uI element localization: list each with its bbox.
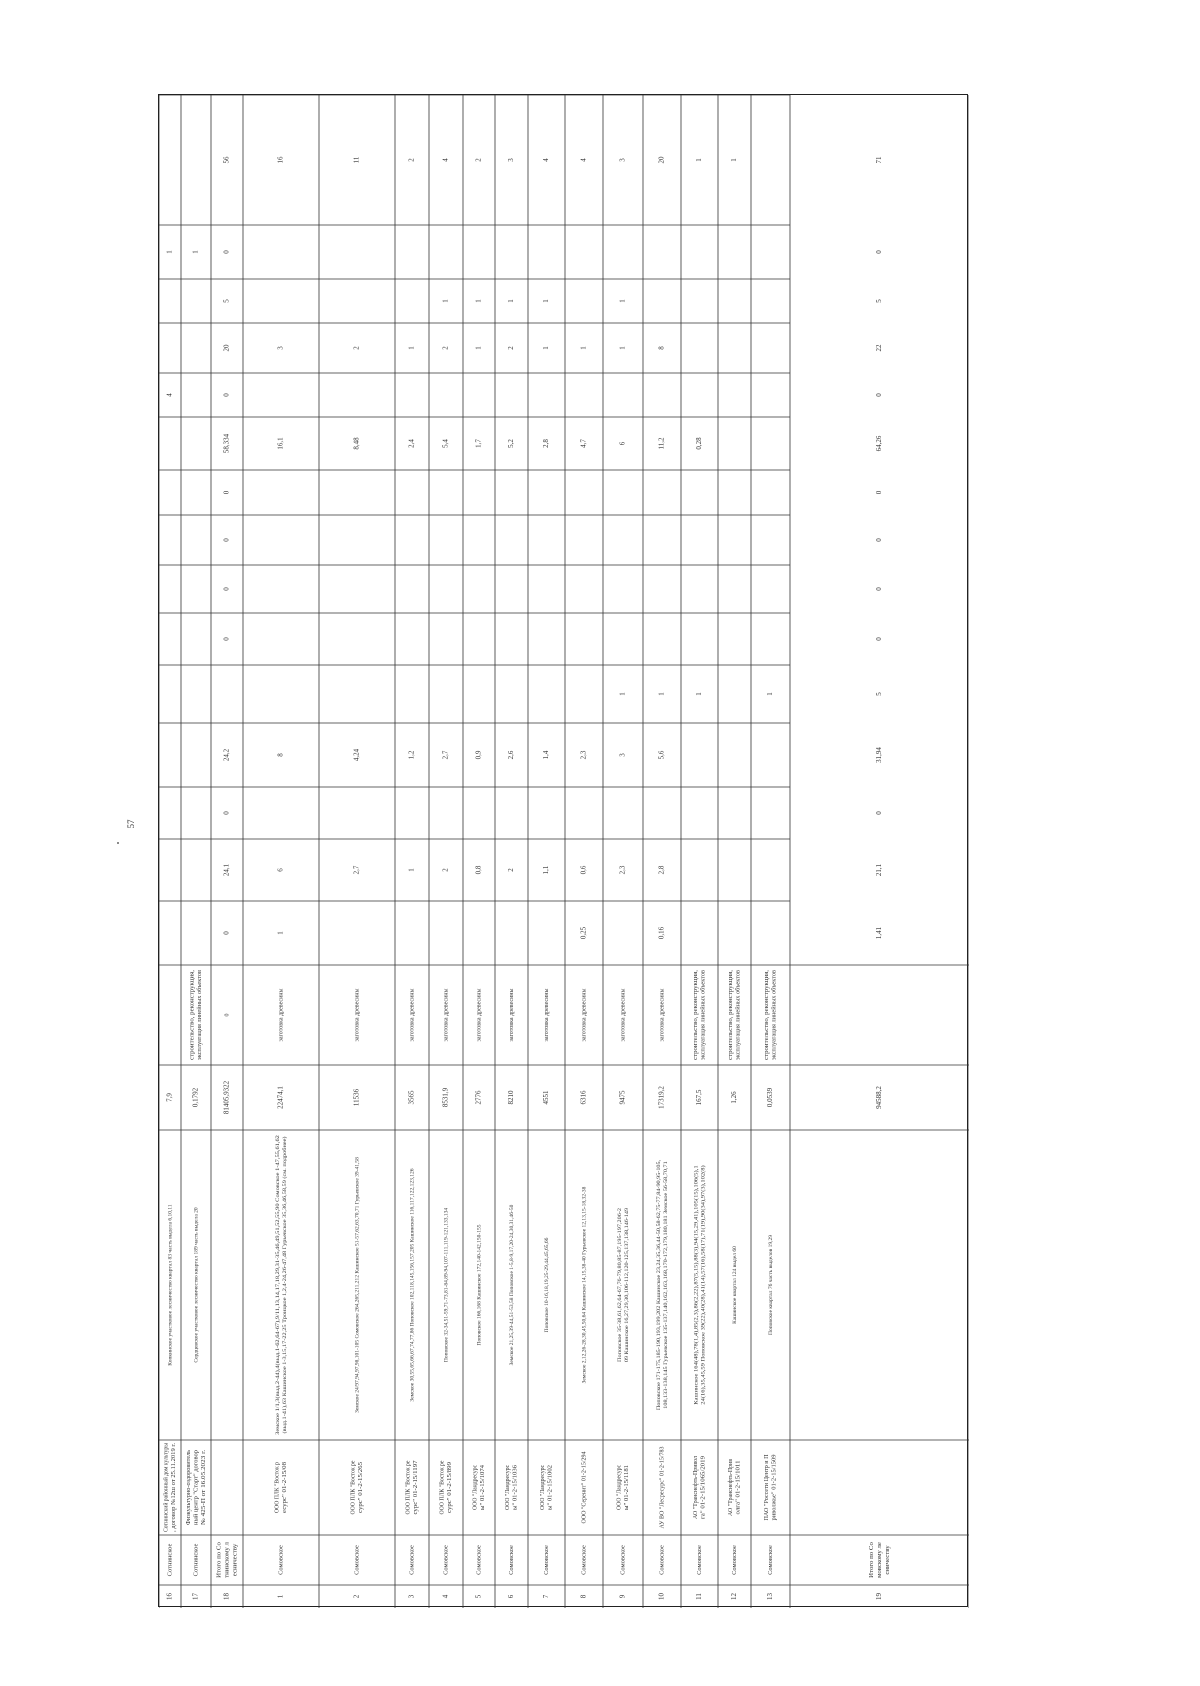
cell-value: 0,8 [474, 865, 483, 875]
cell-value: 5 [875, 299, 884, 303]
cell-forestry: Сомовское [542, 1545, 550, 1575]
cell-n: 18 [222, 1593, 231, 1600]
cell-value: 0 [222, 931, 231, 935]
cell-n: 13 [766, 1593, 775, 1600]
cell-forestry: Сомовское [475, 1545, 483, 1575]
cell-value: 2,7 [352, 865, 361, 875]
cell-user: га" 01-2-15/1065/2019 [700, 1463, 707, 1519]
cell-forestry: есничеству [231, 1545, 239, 1577]
cell-value: 2,7 [441, 750, 450, 760]
cell-area: 8531,9 [441, 1087, 450, 1108]
cell-value: 2,8 [657, 865, 666, 875]
cell-forestry: мовскому ле [875, 1543, 883, 1578]
cell-value: 0 [875, 811, 884, 815]
cell-use: строительство, реконструкция, [189, 980, 196, 1060]
cell-value: 1 [695, 692, 704, 696]
table-svg [159, 95, 969, 1608]
cell-n: 12 [730, 1593, 739, 1600]
cell-forestry: Сомовское [658, 1545, 666, 1575]
cell-forestry: Сомовское [408, 1545, 416, 1575]
cell-area: 1,26 [730, 1091, 739, 1104]
cell-value: 0 [222, 490, 231, 495]
cell-location: Земское 30,55,65,66,67,74,77,86 Поповское 102,118,145,156,157,205 Кашинское 116,117,122,123,126 [409, 1168, 416, 1402]
cell-n: 17 [191, 1593, 200, 1600]
cell-value: 1 [579, 346, 588, 350]
cell-user: , договор №12ш от 25.11.2019 г. [171, 1450, 178, 1532]
cell-user: ООО ПЛК "Восток ре [439, 1458, 446, 1515]
cell-area: 6316 [579, 1090, 588, 1105]
cell-value: 1,1 [542, 865, 551, 875]
cell-value: 4 [542, 158, 551, 162]
cell-location: Земское 2,12,26-28,30,45,50,64 Кашинское 14,15,38-40 Гурьевское 12,13,15-18,32-38 [581, 1186, 588, 1384]
cell-value: 3 [276, 346, 285, 350]
cell-value: 2 [474, 158, 483, 162]
cell-value: 1 [407, 868, 416, 872]
cell-location: Копкинское участковое лесничество квартал 83 часть выдела 6,10,11 [167, 1204, 174, 1366]
cell-value: 2 [507, 868, 516, 872]
cell-user: ООО ПЛК "Восток р [274, 1459, 281, 1513]
cell-user: есурс" 01-2-15/08 [282, 1468, 289, 1513]
cell-location: Кашинское 164(48),78(1,4),85(2,3),86(2,22),87(5,15),88(3),94(15,29,41),105(15),106(5),1 [693, 1202, 700, 1405]
cell-value: 1 [766, 692, 775, 696]
cell-use: эксплуатация линейных объектов [735, 974, 742, 1060]
cell-location: Поповское 10-16,18,19,25-29,44,45,65,66 [543, 1237, 550, 1333]
cell-n: 8 [579, 1594, 588, 1599]
cell-area: 0,1792 [191, 1087, 200, 1108]
cell-value: 3 [507, 158, 516, 162]
cell-value: 20 [657, 156, 666, 164]
cell-user: ы" 01-2-15/1074 [480, 1469, 487, 1510]
cell-value: 1 [695, 158, 704, 162]
cell-value: 5,2 [507, 439, 516, 448]
cell-location: Земское 1/1,3(выд.2-44),4(выд.1-62,64-67),9/11,13,14,17,18,29,31-35,46,49,51,52,55,90 Сомовское 1-47,55,61,62 [274, 1177, 281, 1435]
cell-value: 64,26 [875, 435, 884, 452]
cell-value: 2,8 [542, 439, 551, 448]
cell-value: 6 [618, 441, 627, 446]
cell-value: 0 [222, 538, 231, 542]
cell-value: 0 [875, 250, 884, 254]
cell-use: эксплуатация линейных объектов [197, 974, 204, 1060]
cell-value: 1 [474, 346, 483, 350]
cell-value: 1,2 [407, 750, 416, 760]
cell-user: сурс" 01-2-15/899 [447, 1468, 454, 1513]
cell-use: заготовка древесины [543, 988, 550, 1042]
cell-location: Сердцевское участковое лесничество квартал 189 часть выдела 20 [193, 1207, 200, 1363]
cell-use: заготовка древесины [354, 988, 361, 1042]
cell-value: 1 [542, 346, 551, 350]
cell-user: АО "Транснефть-Прив [727, 1458, 735, 1516]
cell-value: 16 [276, 156, 285, 164]
cell-value: 1,41 [875, 926, 884, 940]
cell-value: 11 [352, 156, 361, 164]
cell-value: 8 [657, 346, 666, 350]
cell-value: 2 [352, 346, 361, 350]
cell-user: риволжье" 01-2-15/1509 [771, 1459, 778, 1521]
cell-n: 5 [474, 1594, 483, 1599]
cell-user: Физкультурно-оздоровитель [185, 1452, 192, 1525]
cell-n: 19 [875, 1593, 884, 1600]
cell-area: 0,0539 [766, 1087, 775, 1108]
cell-use: строительство, реконструкция, [728, 980, 735, 1060]
cell-use: заготовка древесины [409, 988, 416, 1042]
cell-value: 22 [875, 344, 884, 352]
cell-value: 1 [657, 692, 666, 696]
cell-location: Земское 21,25,39-44,51-53,58 Поповское 1-5,8-9,17,20-24,30,31,46-50 [508, 1204, 515, 1366]
cell-use: заготовка древесины [508, 988, 515, 1042]
cell-value: 24,2 [222, 748, 231, 762]
cell-location: Поповское 166,168 Кашинское 172,140-142,150-155 [476, 1224, 483, 1346]
cell-value: 16,1 [276, 437, 285, 450]
cell-forestry: Сомовское [277, 1545, 285, 1575]
cell-value: 1 [165, 250, 174, 254]
cell-value: 8 [276, 753, 285, 757]
cell-value: 11,2 [657, 437, 666, 450]
cell-value: 2,6 [507, 750, 516, 760]
cell-user: ООО ПЛК "Восток ре [405, 1458, 412, 1515]
cell-value: 21,1 [875, 863, 884, 877]
cell-user: АУ ВО "Лесресурс" 01-2-15/783 [659, 1446, 666, 1529]
cell-n: 11 [695, 1593, 704, 1600]
cell-n: 6 [507, 1594, 516, 1599]
cell-user: ООО "Ландресурс [505, 1462, 512, 1510]
cell-user: ы" 01-2-15/1036 [512, 1469, 519, 1510]
cell-value: 0 [222, 637, 231, 641]
cell-value: 1 [618, 346, 627, 350]
cell-value: 1 [542, 299, 551, 303]
cell-location: Кашинское квартал 124 выдел 60 [731, 1246, 738, 1324]
cell-area: 7,9 [165, 1093, 174, 1102]
cell-n: 10 [657, 1593, 666, 1600]
cell-forestry: Сомовское [353, 1545, 361, 1575]
cell-value: 0,16 [657, 926, 666, 940]
cell-area: 94588,2 [875, 1086, 884, 1109]
cell-user: № 425-П от 16.05.2023 г. [200, 1462, 207, 1525]
cell-user: Сотнинский районный дом культуры [163, 1437, 170, 1532]
cell-location: 108,133-138,145 Гурьевское 135-137,140,162,163,168,170-172,179,180,181 Земское 56-58,70,71 [662, 1188, 669, 1409]
cell-use: строительство, реконструкция, [764, 980, 771, 1060]
cell-user: ы" 01-2-15/1181 [624, 1469, 631, 1510]
cell-value: 0 [222, 811, 231, 815]
cell-area: 2776 [474, 1090, 483, 1105]
cell-value: 6 [276, 868, 285, 872]
cell-value: 31,94 [875, 747, 884, 763]
cell-value: 0,9 [474, 750, 483, 760]
cell-forestry: сничеству [883, 1546, 891, 1575]
cell-value: 0 [875, 637, 884, 641]
cell-location: Поповское квартал 76 часть выделов 19,29 [767, 1234, 774, 1336]
cell-value: 0 [222, 587, 231, 591]
cell-value: 3 [618, 753, 627, 757]
cell-value: 5,6 [657, 750, 666, 760]
cell-location: 24(16),35,45,59 Поповское 39(22),40(28),41(14),57(16),58(17),71(19),90(34),97(3),102(8) [700, 1201, 707, 1405]
cell-value: 1,4 [542, 750, 551, 760]
rotated-register-table [158, 94, 968, 1607]
cell-area: 11536 [352, 1088, 361, 1107]
cell-use: заготовка древесины [476, 988, 483, 1042]
cell-value: 2,4 [407, 439, 416, 448]
cell-forestry: Сомовское [507, 1545, 515, 1575]
cell-value: 2,3 [618, 865, 627, 875]
cell-area: 167,5 [695, 1089, 704, 1106]
cell-forestry: Сотнинское [166, 1543, 174, 1577]
cell-value: 0 [875, 490, 884, 495]
cell-forestry: Сомовское [619, 1545, 627, 1575]
cell-value: 5,4 [441, 439, 450, 448]
cell-location: 09 Кашинское 16,27,29,30,106-112,120-125,137,138,146-149 [623, 1223, 630, 1362]
cell-value: 2 [441, 346, 450, 350]
cell-location: Поповское 171-175,185-190,193,199,202 Кашинское 23,24,35,36,44-50,58-62,75-77,84-90,95-105, [655, 1186, 662, 1411]
cell-value: 4,7 [579, 439, 588, 448]
cell-use: 0 [224, 1013, 231, 1017]
cell-use: заготовка древесины [581, 988, 588, 1042]
cell-n: 4 [441, 1594, 450, 1599]
cell-user: ООО "Ландресурс [616, 1462, 623, 1510]
cell-user: олга" 01-2-15/1011 [735, 1467, 742, 1515]
cell-user: ООО "Серенит" 01-2-15/294 [581, 1451, 588, 1524]
cell-value: 2 [507, 346, 516, 350]
cell-value: 0 [222, 250, 231, 254]
cell-user: ПАО "Россети Центр и П [764, 1455, 771, 1521]
cell-value: 0,25 [579, 926, 588, 940]
cell-value: 0,28 [695, 437, 704, 450]
cell-value: 1 [474, 299, 483, 303]
cell-user: ООО ПЛК "Восток ре [350, 1458, 357, 1515]
cell-area: 9475 [618, 1090, 627, 1105]
cell-location: Земское 24/97,94,97,98,101-105 Сомовское 264,265,211,212 Кашинское 51-57,62,63,70,71 Гурьевское 39-41,58 [354, 1157, 361, 1413]
cell-value: 1 [276, 931, 285, 935]
cell-forestry: Сомовское [695, 1545, 703, 1575]
cell-value: 4,24 [352, 748, 361, 762]
cell-value: 2,3 [579, 750, 588, 760]
cell-use: эксплуатация линейных объектов [700, 974, 707, 1060]
cell-value: 1 [618, 299, 627, 303]
cell-forestry: Сомовское [580, 1545, 588, 1575]
cell-user: ООО "Ландресурс [472, 1462, 479, 1510]
cell-forestry: Итого по Со [867, 1543, 875, 1578]
cell-value: 5 [222, 299, 231, 303]
cell-use: эксплуатация линейных объектов [771, 974, 778, 1060]
cell-use: заготовка древесины [278, 988, 285, 1042]
cell-user: ный центр "Старт" договор [193, 1455, 200, 1525]
cell-forestry: Сомовское [442, 1545, 450, 1575]
cell-forestry: Сомовское [766, 1545, 774, 1575]
cell-n: 3 [407, 1594, 416, 1599]
scan-speck [117, 842, 119, 844]
cell-value: 58,334 [222, 433, 231, 454]
page-number: 57 [126, 819, 136, 829]
cell-value: 0 [875, 393, 884, 397]
cell-value: 20 [222, 344, 231, 352]
cell-user: ы" 01-2-15/1002 [547, 1469, 554, 1510]
cell-value: 4 [441, 158, 450, 162]
cell-user: сурс" 01-2-15/1197 [413, 1466, 420, 1515]
cell-user: ООО "Ландресурс [540, 1462, 547, 1510]
cell-value: 1 [507, 299, 516, 303]
cell-value: 2 [441, 868, 450, 872]
cell-value: 1 [441, 299, 450, 303]
cell-value: 2 [407, 158, 416, 162]
cell-value: 0 [875, 538, 884, 542]
cell-forestry: Итого по Со [215, 1543, 223, 1578]
cell-use: заготовка древесины [659, 988, 666, 1042]
cell-value: 1 [407, 346, 416, 350]
cell-value: 1 [191, 250, 200, 254]
cell-value: 71 [875, 156, 884, 164]
cell-value: 24,1 [222, 863, 231, 877]
cell-location: Поповское 32-34,51-59,71-73,81-84,89-94,107-111,119-121,133,134 [443, 1207, 450, 1363]
cell-value: 0 [875, 587, 884, 591]
cell-value: 4 [579, 158, 588, 162]
cell-forestry: Сотнинское [192, 1543, 200, 1577]
cell-value: 1 [730, 158, 739, 162]
cell-use: заготовка древесины [620, 988, 627, 1042]
cell-value: 4 [165, 393, 174, 397]
cell-area: 8210 [507, 1090, 516, 1105]
cell-area: 4551 [542, 1090, 551, 1105]
cell-n: 7 [542, 1594, 551, 1599]
cell-n: 1 [276, 1594, 285, 1599]
cell-location: (выд.1-41),63 Кашинское 1-3,15,17-22,25 Троицкое 1,2,4-24,26-47,48 Гурьевское 35,36,46,58,59 (см. подробнее) [281, 1173, 288, 1434]
cell-value: 56 [222, 156, 231, 164]
cell-value: 3 [618, 158, 627, 162]
cell-n: 16 [165, 1593, 174, 1600]
cell-forestry: тнинскому л [223, 1543, 231, 1578]
cell-location: Поповское 35-38,61,62,64-67,76-79,80,85-87,195-197,206-2 [616, 1225, 623, 1362]
cell-value: 8,48 [352, 437, 361, 450]
cell-use: заготовка древесины [443, 988, 450, 1042]
cell-forestry: Сомовское [730, 1545, 738, 1575]
cell-area: 3565 [407, 1090, 416, 1105]
cell-area: 17319,2 [657, 1086, 666, 1109]
cell-area: 81405,9322 [222, 1080, 231, 1115]
cell-n: 2 [352, 1594, 361, 1599]
cell-value: 0,6 [579, 865, 588, 875]
cell-n: 9 [618, 1594, 627, 1599]
cell-area: 22474,1 [276, 1086, 285, 1109]
cell-user: сурс" 01-2-15/265 [358, 1468, 365, 1513]
cell-value: 1 [618, 692, 627, 696]
cell-value: 5 [875, 692, 884, 696]
cell-value: 1,7 [474, 439, 483, 448]
cell-value: 0 [222, 393, 231, 397]
cell-use: строительство, реконструкция, [693, 980, 700, 1060]
cell-user: АО "Транснефть-Привол [692, 1455, 700, 1519]
